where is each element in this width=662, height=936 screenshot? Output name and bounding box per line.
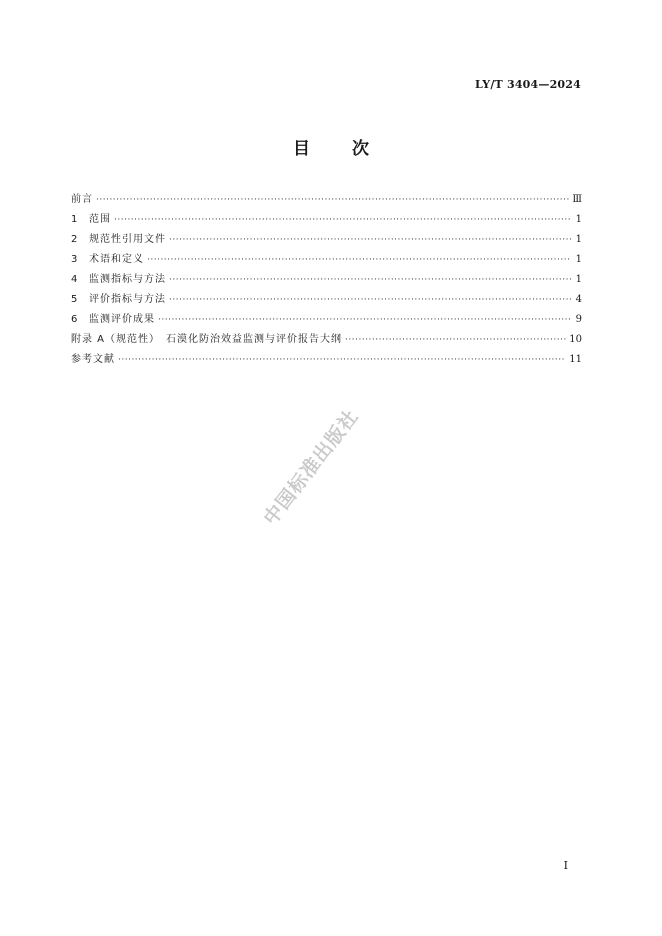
toc-section-number: 5 — [71, 294, 78, 305]
toc-page-number: 10 — [569, 334, 582, 345]
toc-page-number: 4 — [575, 294, 582, 305]
toc-entry-monitoring-indicators[interactable] — [71, 270, 582, 290]
toc-entry-bibliography[interactable] — [71, 350, 582, 370]
toc-page-number: 1 — [575, 214, 582, 225]
page-title: 目次 — [293, 139, 411, 159]
toc-leader-dots — [118, 350, 566, 370]
toc-label: 评价指标与方法 — [89, 294, 166, 305]
toc-section-number: 4 — [71, 274, 78, 285]
toc-page-number: Ⅲ — [572, 194, 582, 205]
toc-page-number: 9 — [575, 314, 582, 325]
toc-leader-dots — [345, 330, 566, 350]
toc-entry-normative-references[interactable] — [71, 230, 582, 250]
toc-leader-dots — [169, 230, 571, 250]
toc-label: 参考文献 — [71, 354, 115, 365]
toc-label: 范围 — [89, 214, 111, 225]
toc-entry-scope[interactable] — [71, 210, 582, 230]
toc-entry-terms-definitions[interactable] — [71, 250, 582, 270]
publisher-watermark: 中国标准出版社 — [259, 405, 363, 530]
page-number: Ⅰ — [563, 859, 568, 872]
toc-leader-dots — [158, 310, 571, 330]
toc-page-number: 1 — [575, 274, 582, 285]
table-of-contents — [71, 190, 582, 370]
toc-section-number: 6 — [71, 314, 78, 325]
toc-entry-appendix-a[interactable] — [71, 330, 582, 350]
toc-label: 规范性引用文件 — [89, 234, 166, 245]
toc-leader-dots — [147, 250, 571, 270]
toc-page-number: 1 — [575, 254, 582, 265]
toc-section-number: 2 — [71, 234, 78, 245]
toc-entry-results[interactable] — [71, 310, 582, 330]
toc-leader-dots — [96, 190, 569, 210]
toc-leader-dots — [114, 210, 571, 230]
toc-leader-dots — [169, 270, 571, 290]
toc-section-number: 3 — [71, 254, 78, 265]
toc-section-number: 1 — [71, 214, 78, 225]
toc-label: 术语和定义 — [89, 254, 144, 265]
toc-label: 监测指标与方法 — [89, 274, 166, 285]
toc-entry-foreword[interactable] — [71, 190, 582, 210]
toc-leader-dots — [169, 290, 571, 310]
toc-label: 监测评价成果 — [89, 314, 155, 325]
toc-label: 附录 A（规范性） 石漠化防治效益监测与评价报告大纲 — [71, 334, 343, 345]
toc-label: 前言 — [71, 194, 93, 205]
toc-page-number: 1 — [575, 234, 582, 245]
standard-code: LY/T 3404—2024 — [475, 78, 581, 91]
toc-page-number: 11 — [569, 354, 582, 365]
toc-entry-evaluation-indicators[interactable] — [71, 290, 582, 310]
